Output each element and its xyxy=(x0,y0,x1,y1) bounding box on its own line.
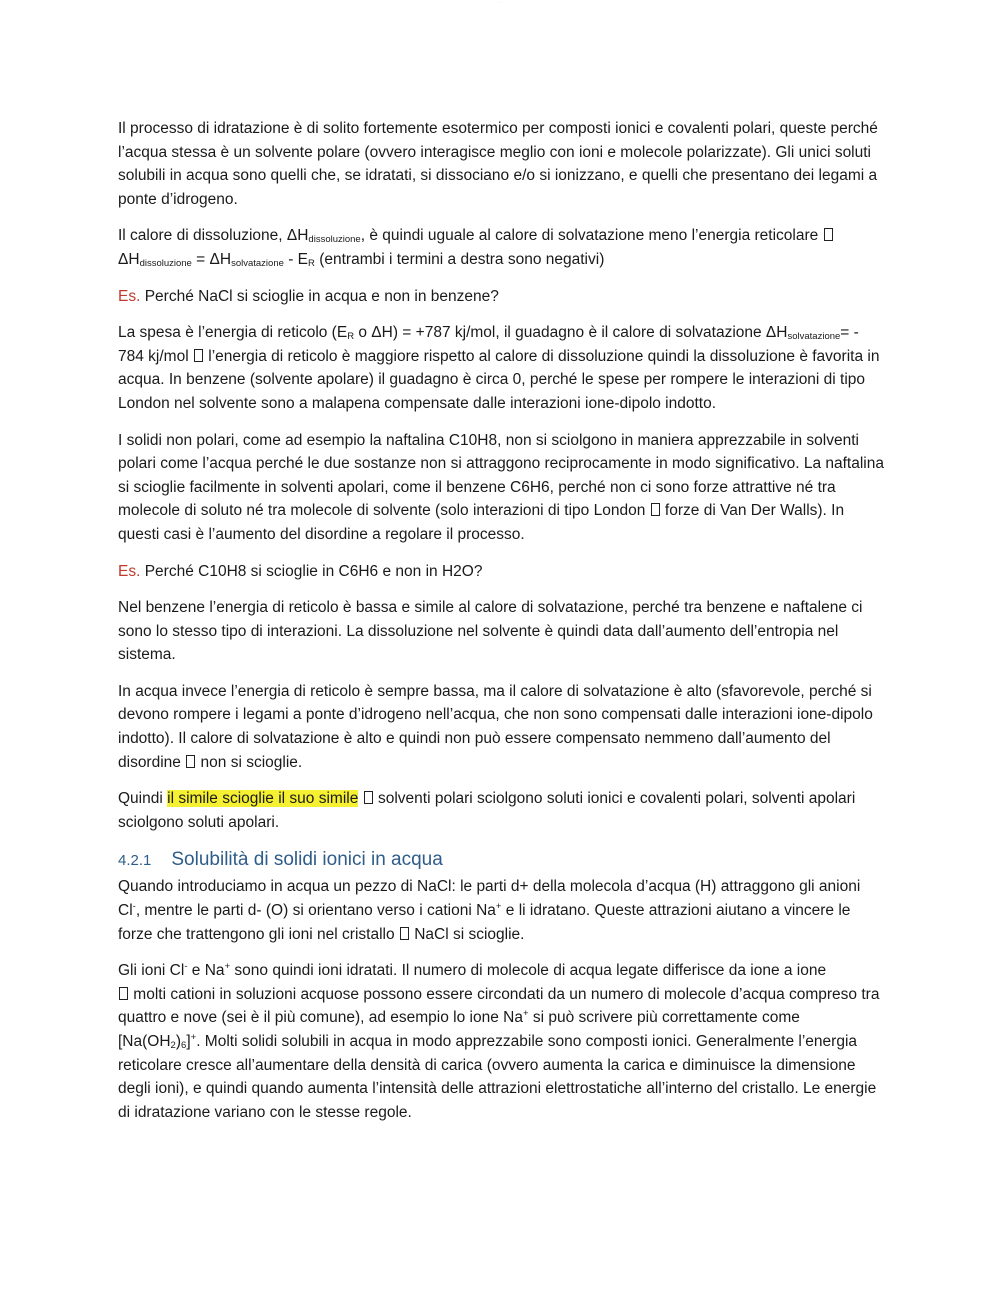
example-question-nacl: Es. Perché NaCl si scioglie in acqua e non in benzene? xyxy=(118,287,499,305)
section-heading xyxy=(118,848,884,873)
paragraph-nacl-water: Quando introduciamo in acqua un pezzo di NaCl: le parti d+ della molecola d’acqua (H) attraggono gli anioni Cl-, mentre le parti d- (O) si orientano verso i cationi Na+ e li idratano. Queste attrazioni aiutano a vincere le forze che trattengono gli ioni nel cristallo NaCl si scioglie. xyxy=(118,878,861,943)
document-body xyxy=(118,117,884,1137)
section-title: Solubilità di solidi ionici in acqua xyxy=(171,849,443,871)
paragraph-like-dissolves-like: Quindi il simile scioglie il suo simile solventi polari sciolgono soluti ionici e covalenti polari, solventi apolari sciolgono soluti apolari. xyxy=(118,790,856,831)
arrow-glyph-icon xyxy=(194,349,203,362)
example-label: Es. xyxy=(118,287,141,305)
paragraph-benzene: Nel benzene l’energia di reticolo è bassa e simile al calore di solvatazione, perché tra benzene e naftalene ci sono lo stesso tipo di interazioni. La dissoluzione nel solvente è quindi data dall’aumento dell’entropia nel sistema. xyxy=(118,599,863,664)
arrow-glyph-icon xyxy=(651,503,660,516)
paragraph-lattice-energy: La spesa è l’energia di reticolo ($E_R$ o ΔH) = +787 kj/mol, il guadagno è il calore di solvatazione $\Delta H_{solvatazione}= - 784$ kj/mol l’energia di reticolo è maggiore rispetto al calore di dissoluzione quindi la dissoluzione è favorita in acqua. In benzene (solvente apolare) il guadagno è circa 0, perché le spese per rompere le interazioni di tipo London nel solvente sono a malapena compensate dalle interazioni ione-dipolo indotto. xyxy=(118,324,880,412)
example-question-naphthalene: Es. Perché C10H8 si scioglie in C6H6 e non in H2O? xyxy=(118,562,483,580)
paragraph-hydration: Il processo di idratazione è di solito fortemente esotermico per composti ionici e covalenti polari, queste perché l’acqua stessa è un solvente polare (ovvero interagisce meglio con ioni e molecole polarizzate). Gli unici soluti solubili in acqua sono quelli che, se idratati, si dissociano e/o si ionizzano, e quelli che presentano dei legami a ponte d’idrogeno. xyxy=(118,120,878,208)
paragraph-hydrated-ions: Gli ioni Cl- e Na+ sono quindi ioni idratati. Il numero di molecole di acqua legate differisce da ione a ione molti cationi in soluzioni acquose possono essere circondati da un numero di molecole d’acqua compreso tra quattro e nove (sei è il più comune), ad esempio lo ione Na+ si può scrivere più correttamente come $[Na(OH_2)_6]^+$. Molti solidi solubili in acqua in modo apprezzabile sono composti ionici. Generalmente l’energia reticolare cresce all’aumentare della densità di carica (ovvero aumenta la carica e diminuisce la dimensione degli ioni), e quindi quando aumenta l’intensità delle attrazioni elettrostatiche all’interno del cristallo. Le energie di idratazione variano con le stesse regole. xyxy=(118,961,880,1121)
arrow-glyph-icon xyxy=(824,228,833,241)
page-header: · · · xyxy=(497,0,503,4)
paragraph-dissolution-heat: Il calore di dissoluzione, $\Delta H_{dissoluzione}$, è quindi uguale al calore di solvatazione meno l’energia reticolare $\Delta H_{dissoluzione} = \Delta H_{solvatazione} - E_R$ (entrambi i termini a destra sono negativi) xyxy=(118,224,884,271)
example-label: Es. xyxy=(118,562,141,580)
section-number: 4.2.1 xyxy=(118,852,152,870)
arrow-glyph-icon xyxy=(119,987,128,1000)
arrow-glyph-icon xyxy=(186,755,195,768)
arrow-glyph-icon xyxy=(364,791,373,804)
arrow-glyph-icon xyxy=(400,927,409,940)
paragraph-water: In acqua invece l’energia di reticolo è sempre bassa, ma il calore di solvatazione è alto (sfavorevole, perché si devono rompere i legami a ponte d’idrogeno nell’acqua, che non sono compensati dalle interazioni ione-dipolo indotto). Il calore di solvatazione è alto e quindi non può essere compensato nemmeno dall’aumento del disordine non si scioglie. xyxy=(118,682,873,771)
highlighted-phrase: il simile scioglie il suo simile xyxy=(167,790,359,808)
paragraph-nonpolar-solids: I solidi non polari, come ad esempio la naftalina C10H8, non si sciolgono in maniera apprezzabile in solventi polari come l’acqua perché le due sostanze non si attraggono reciprocamente in modo significativo. La naftalina si scioglie facilmente in solventi apolari, come il benzene C6H6, perché non ci sono forze attrattive né tra molecole di soluto né tra molecole di solvente (solo interazioni di tipo London forze di Van Der Walls). In questi casi è l’aumento del disordine a regolare il processo. xyxy=(118,431,884,543)
